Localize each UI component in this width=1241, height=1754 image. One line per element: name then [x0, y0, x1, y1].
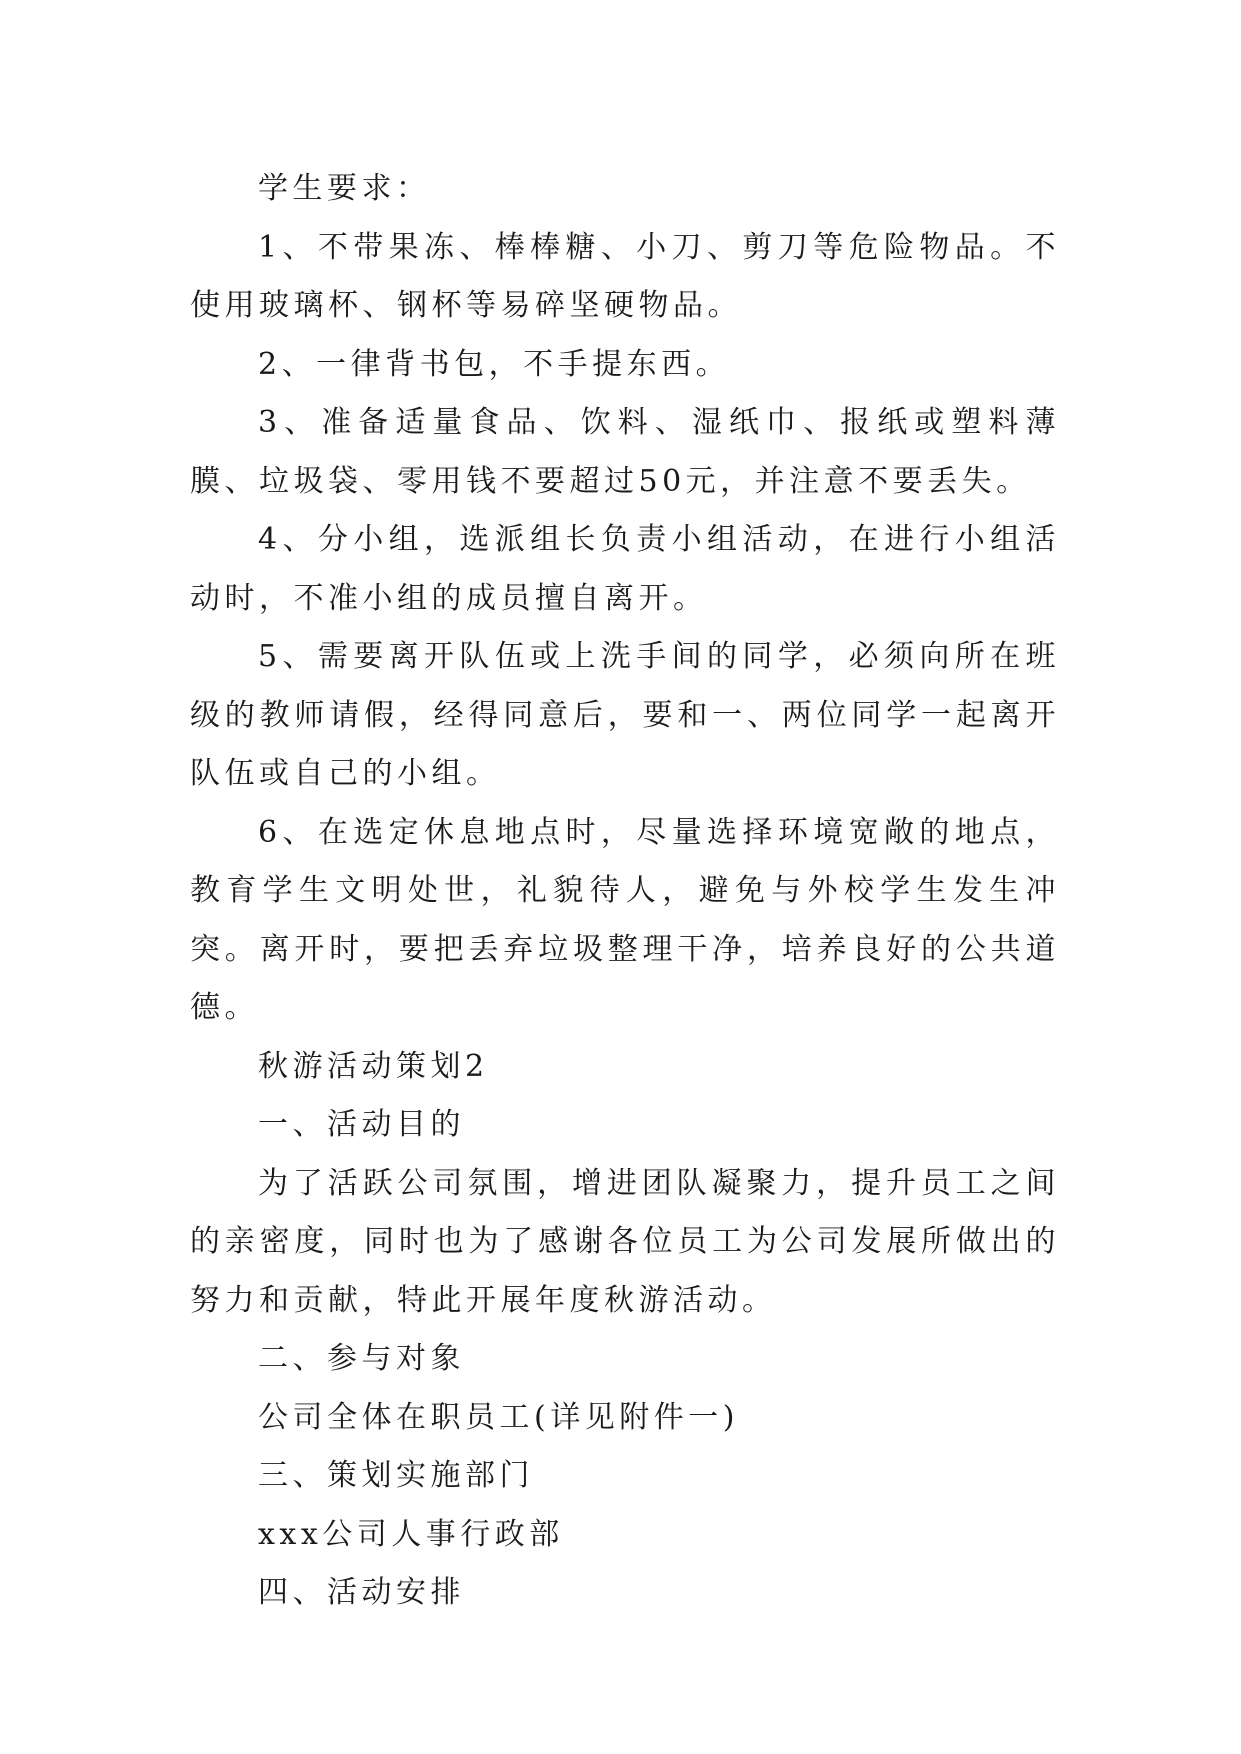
paragraph-requirement-4: 4、分小组，选派组长负责小组活动，在进行小组活动时，不准小组的成员擅自离开。	[190, 522, 1060, 616]
heading-activity-purpose: 一、活动目的	[258, 1107, 465, 1142]
heading-activity-arrangement: 四、活动安排	[258, 1575, 465, 1610]
paragraph-organizing-department: xxx公司人事行政部	[258, 1516, 564, 1552]
document-body	[190, 160, 1060, 1623]
section-title-autumn-outing-plan-2: 秋游活动策划2	[258, 1048, 489, 1084]
heading-organizing-department: 三、策划实施部门	[258, 1458, 534, 1493]
paragraph-requirement-6: 6、在选定休息地点时，尽量选择环境宽敞的地点，教育学生文明处世，礼貌待人，避免与外校学生发生冲突。离开时，要把丢弃垃圾整理干净，培养良好的公共道德。	[190, 814, 1060, 1025]
heading-participants: 二、参与对象	[258, 1341, 465, 1376]
paragraph-requirement-3: 3、准备适量食品、饮料、湿纸巾、报纸或塑料薄膜、垃圾袋、零用钱不要超过50元，并注意不要丢失。	[190, 405, 1060, 499]
paragraph-participants: 公司全体在职员工(详见附件一)	[258, 1399, 739, 1435]
paragraph-requirement-1: 1、不带果冻、棒棒糖、小刀、剪刀等危险物品。不使用玻璃杯、钢杯等易碎坚硬物品。	[190, 229, 1060, 323]
paragraph-requirement-2: 2、一律背书包，不手提东西。	[258, 346, 731, 382]
paragraph-student-requirements-heading: 学生要求：	[258, 171, 431, 206]
paragraph-requirement-5: 5、需要离开队伍或上洗手间的同学，必须向所在班级的教师请假，经得同意后，要和一、两位同学一起离开队伍或自己的小组。	[190, 639, 1060, 791]
paragraph-activity-purpose: 为了活跃公司氛围，增进团队凝聚力，提升员工之间的亲密度，同时也为了感谢各位员工为公司发展所做出的努力和贡献，特此开展年度秋游活动。	[190, 1165, 1060, 1318]
